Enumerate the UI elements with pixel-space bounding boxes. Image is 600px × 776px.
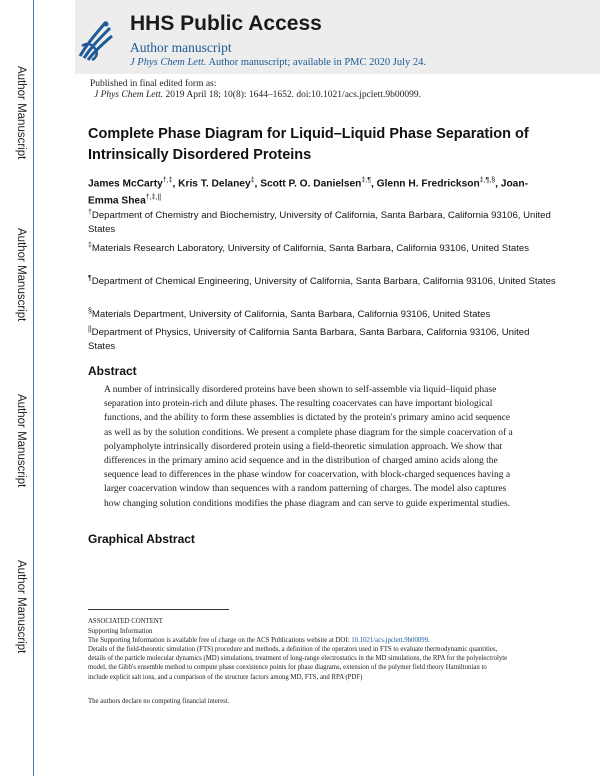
affiliation-5 <box>88 323 558 354</box>
hhs-eagle-icon <box>76 16 116 64</box>
supporting-info-heading: Supporting Information <box>88 628 153 635</box>
sidebar-label-3: Author Manuscript <box>15 394 27 488</box>
author-marks: †,‡,|| <box>145 194 162 202</box>
affiliation-text: Department of Physics, University of California Santa Barbara, Santa Barbara, California 93106, United States <box>88 327 530 353</box>
availability-line <box>130 57 426 68</box>
competing-interest-statement: The authors declare no competing financial interest. <box>88 698 230 705</box>
citation-details: 2019 April 18; 10(8): 1644–1652. doi:10.1021/acs.jpclett.9b00099. <box>163 90 421 100</box>
supporting-suffix: . <box>428 637 430 644</box>
affiliation-text: Materials Research Laboratory, University of California, Santa Barbara, California 93106, United States <box>91 243 529 255</box>
published-label: Published in final edited form as: <box>90 79 217 89</box>
author-name: Glenn H. Fredrickson <box>376 178 480 190</box>
author-name: Scott P. O. Danielsen <box>260 178 362 190</box>
author-marks: ‡,¶ <box>361 177 371 184</box>
affiliation-mark: ¶ <box>88 275 92 282</box>
sidebar-label-4: Author Manuscript <box>15 560 27 654</box>
affiliation-3 <box>88 272 558 289</box>
supporting-info-text <box>88 636 508 645</box>
author-name: Kris T. Delaney <box>178 178 251 190</box>
author-marks: ‡,¶,§ <box>479 177 496 184</box>
affiliation-4 <box>88 305 558 322</box>
graphical-abstract-heading: Graphical Abstract <box>88 532 195 546</box>
supporting-doi-link[interactable]: 10.1021/acs.jpclett.9b00099 <box>351 637 429 644</box>
sidebar-label-1: Author Manuscript <box>15 66 27 160</box>
author-name: Joan-Emma Shea <box>88 178 528 207</box>
sidebar-divider <box>33 0 34 776</box>
author-manuscript-label: Author manuscript <box>130 40 232 55</box>
author-list: James McCarty†,‡, Kris T. Delaney‡, Scott P. O. Danielsen‡,¶, Glenn H. Fredrickson‡,¶,§, Joan-Emma Shea†,‡,|| <box>88 177 528 207</box>
affiliation-mark: † <box>88 209 92 216</box>
citation-line <box>94 90 421 100</box>
affiliation-1 <box>88 206 558 237</box>
affiliation-text: Materials Department, University of California, Santa Barbara, California 93106, United States <box>91 309 491 321</box>
hhs-public-access-title: HHS Public Access <box>130 12 322 35</box>
affiliation-2 <box>88 239 558 256</box>
supporting-prefix: The Supporting Information is available free of charge on the ACS Publications website at DOI: <box>88 637 352 644</box>
author-marks: ‡ <box>250 177 255 184</box>
affiliation-text: Department of Chemistry and Biochemistry, University of California, Santa Barbara, California 93106, United States <box>88 210 551 236</box>
footnote-divider <box>88 609 229 610</box>
manuscript-sidebar <box>0 0 34 776</box>
affiliation-mark: || <box>88 326 92 333</box>
author-marks: †,‡ <box>162 177 173 184</box>
author-name: James McCarty <box>88 178 163 190</box>
article-title: Complete Phase Diagram for Liquid–Liquid Phase Separation of Intrinsically Disordered Proteins <box>88 126 529 163</box>
sidebar-label-2: Author Manuscript <box>15 228 27 322</box>
abstract-heading: Abstract <box>88 364 137 378</box>
supporting-details: Details of the field-theoretic simulation (FTS) procedure and methods, a definition of the operators used in FTS to evaluate thermodynamic quantities, details of the particle molecular dynamics (MD) simulations, treatment of long-range electrostatics in the MD simulations, the RPA for the polyelectrolyte model, the Gibb's ensemble method to compute phase coexistence points for phase diagrams, extension of the polymer field theory Hamiltonian to include explicit salt ions, and a comparison of the structure factors among MD, FTS, and RPA (PDF) <box>88 646 508 681</box>
affiliation-mark: ‡ <box>88 242 92 249</box>
citation-journal: J Phys Chem Lett. <box>94 90 164 100</box>
associated-content-label: ASSOCIATED CONTENT <box>88 618 163 625</box>
availability-text: Author manuscript; available in PMC 2020 July 24. <box>206 57 427 68</box>
affiliation-mark: § <box>88 308 92 315</box>
abstract-body: A number of intrinsically disordered proteins have been shown to self-assemble via liquid–liquid phase separation into protein-rich and dilute phases. The resulting coacervates can have important biological functions, and the ability to form these assemblies is dictated by the protein's primary amino acid sequence as well as by the solution conditions. We present a complete phase diagram for the simple coacervation of a polyampholyte intrinsically disordered protein using a field-theoretic simulation approach. We show that differences in the primary amino acid sequence and in the distribution of charged amino acids along the sequence lead to differences in the phase window for coacervation, with block-charged sequences having a larger coacervation window than sequences with a random patterning of charges. The model also captures how changing solution conditions modifies the phase diagram and can serve to guide experimental studies. <box>104 385 513 509</box>
affiliation-text: Department of Chemical Engineering, University of California, Santa Barbara, California 93106, United States <box>91 276 556 288</box>
availability-journal: J Phys Chem Lett. <box>130 57 207 68</box>
